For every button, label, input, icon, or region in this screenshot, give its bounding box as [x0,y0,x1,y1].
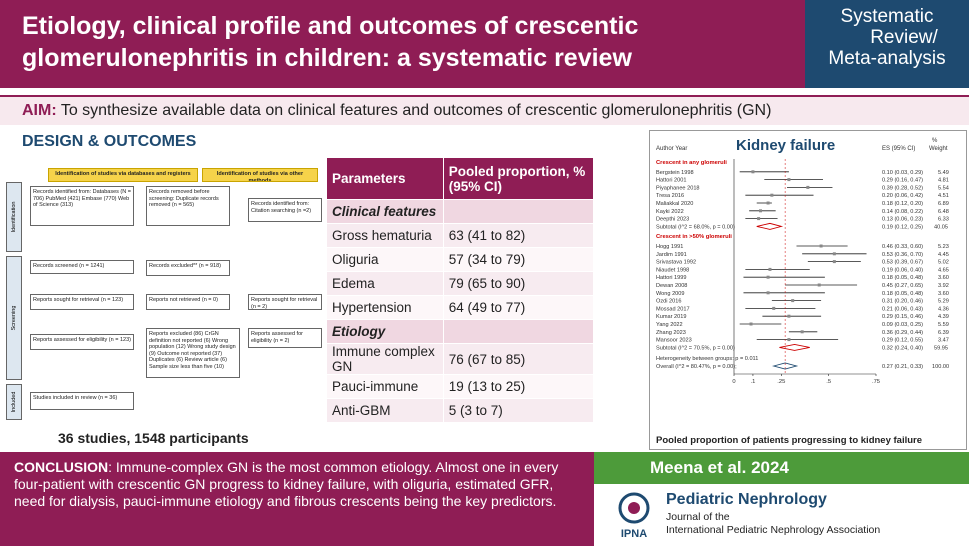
flow-box-not-retrieved: Reports not retrieved (n = 0) [146,294,230,310]
badge-line-1: Systematic [840,6,934,27]
forest-study-label: Srivastava 1992 [656,259,697,266]
forest-study-label: Kayki 2022 [656,208,684,215]
forest-study-weight: 6.33 [938,216,949,223]
forest-tick-label: .75 [871,379,881,385]
header-banner [0,0,805,88]
table-row: Gross hematuria 63 (41 to 82) [327,224,594,248]
forest-study-es: 0.13 (0.06, 0.23) [882,216,924,223]
prisma-flowchart [6,160,322,422]
flow-box-citation: Records identified from: Citation searching (n =2) [248,198,322,222]
forest-overall-label: Overall (I^2 = 80.47%, p = 0.00); [656,364,737,370]
forest-subtotal-weight: 40.05 [934,224,948,231]
conclusion-box [0,452,594,546]
ipna-logo [612,490,656,540]
forest-subtotal-es: 0.32 (0.24, 0.40) [882,345,924,352]
flow-stage-screening: Screening [6,256,22,380]
table-row: Oliguria 57 (34 to 79) [327,248,594,272]
forest-study-es: 0.53 (0.39, 0.67) [882,259,924,266]
table-header-pooled: Pooled proportion, % (95% CI) [443,158,593,200]
forest-plot-panel [649,130,967,450]
forest-study-es: 0.20 (0.06, 0.42) [882,193,924,200]
forest-col-author: Author Year [656,146,688,152]
page-title: Etiology, clinical profile and outcomes of crescentic glomerulonephritis in children: a systematic review [22,12,639,72]
flow-stage-included: Included [6,384,22,420]
forest-study-es: 0.18 (0.12, 0.20) [882,201,924,207]
forest-heterogeneity: Heterogeneity between groups: p = 0.011 [656,356,759,363]
flow-box-excluded: Records excluded** (n = 918) [146,260,230,276]
badge-line-3: Meta-analysis [828,48,946,69]
conclusion-label: CONCLUSION [14,459,109,475]
table-row: Pauci-immune 19 (13 to 25) [327,375,594,399]
forest-subtotal-diamond [779,344,809,350]
forest-point [757,217,760,220]
aim-label: AIM: [22,102,57,119]
forest-point [767,276,770,279]
forest-study-es: 0.21 (0.06, 0.43) [882,306,924,313]
forest-study-es: 0.53 (0.36, 0.70) [882,251,924,258]
forest-tick-label: .1 [750,379,756,385]
forest-overall-es: 0.27 (0.21, 0.33) [882,364,924,370]
forest-study-es: 0.46 (0.33, 0.60) [882,244,924,250]
article-type-badge [805,0,969,88]
journal-block [594,484,969,546]
forest-study-label: Piyaphanee 2018 [656,185,700,192]
flow-box-removed: Records removed before screening: Duplicate records removed (n = 565) [146,186,230,226]
flow-box-eligibility-other: Reports assessed for eligibility (n = 2) [248,328,322,348]
flow-stage-identification: Identification [6,182,22,252]
forest-study-es: 0.09 (0.03, 0.25) [882,322,924,328]
journal-subtitle: Journal of the International Pediatric Nephrology Association [666,511,881,536]
forest-study-weight: 6.39 [938,329,949,336]
forest-point [791,299,794,302]
badge-line-2: Review/ [870,27,938,48]
forest-plot [650,131,966,431]
table-section-etiology: Etiology [327,320,594,344]
forest-study-label: Maliakkal 2020 [656,201,694,207]
forest-point [772,307,775,310]
flow-head-other: Identification of studies via other methods [202,168,318,182]
forest-study-es: 0.39 (0.28, 0.52) [882,185,924,192]
table-header-parameters: Parameters [327,158,444,200]
forest-plot-caption: Pooled proportion of patients progressing to kidney failure [656,435,923,446]
table-row: Immune complex GN 76 (67 to 85) [327,344,594,375]
forest-point [770,194,773,197]
forest-subtotal-label: Subtotal (I^2 = 68.0%, p = 0.00) [656,224,735,231]
forest-study-weight: 5.59 [938,322,949,328]
table-section-clinical: Clinical features [327,200,594,224]
forest-point [787,338,790,341]
forest-study-weight: 4.45 [938,251,949,258]
forest-group-2-label: Crescent in >50% glomeruli [656,234,732,241]
forest-study-weight: 4.65 [938,267,949,274]
forest-study-es: 0.18 (0.05, 0.48) [882,290,924,297]
journal-title: Pediatric Nephrology [666,491,827,508]
forest-study-weight: 5.29 [938,298,949,305]
forest-col-es: ES (95% CI) [882,146,916,152]
forest-study-label: Zhang 2023 [656,329,686,336]
studies-count: 36 studies, 1548 participants [58,430,249,446]
table-row: Anti-GBM 5 (3 to 7) [327,399,594,423]
citation-bar: Meena et al. 2024 [594,452,969,484]
forest-study-weight: 5.02 [938,259,949,266]
forest-study-es: 0.29 (0.15, 0.46) [882,314,924,321]
flow-box-included: Studies included in review (n = 36) [30,392,134,410]
forest-study-label: Bergstein 1998 [656,169,694,176]
forest-point [750,323,753,326]
forest-col-pct: % [932,138,938,144]
forest-point [767,202,770,205]
forest-point [767,291,770,294]
design-heading: DESIGN & OUTCOMES [22,133,197,150]
forest-point [806,186,809,189]
forest-study-es: 0.29 (0.12, 0.55) [882,337,924,344]
forest-study-weight: 3.47 [938,337,949,344]
forest-point [768,268,771,271]
flow-box-reports-excluded: Reports excluded (86) CrGN definition not reported (6) Wrong population (12) Wrong study design (9) Outcome not reported (37) Duplicates (6) Review article (6) Sample size less than five (10) [146,328,240,378]
forest-study-weight: 6.48 [938,208,949,215]
table-header-row [327,158,594,200]
forest-tick-label: .25 [777,379,786,385]
forest-study-es: 0.45 (0.27, 0.65) [882,283,924,289]
forest-study-label: Hogg 1991 [656,244,684,250]
forest-subtotal-diamond [757,223,782,229]
forest-overall-weight: 100.00 [932,364,950,370]
forest-point [833,252,836,255]
forest-study-weight: 4.36 [938,306,949,313]
forest-study-label: Mansoor 2023 [656,337,692,344]
forest-tick-label: .5 [826,379,832,385]
forest-tick-label: 0 [732,379,736,385]
forest-study-es: 0.29 (0.16, 0.47) [882,177,924,184]
forest-point [801,330,804,333]
forest-col-weight: Weight [929,146,948,152]
forest-point [787,315,790,318]
forest-study-es: 0.10 (0.03, 0.29) [882,169,924,176]
forest-study-es: 0.36 (0.29, 0.44) [882,329,924,336]
forest-study-label: Tresa 2016 [656,193,685,200]
forest-point [751,170,754,173]
forest-study-weight: 4.81 [938,177,949,184]
forest-study-label: Niaudet 1998 [656,267,690,274]
forest-study-weight: 6.89 [938,201,949,207]
forest-study-weight: 3.60 [938,290,949,297]
forest-study-label: Deepthi 2023 [656,216,690,223]
forest-study-label: Dewan 2008 [656,283,688,289]
forest-study-label: Yang 2022 [656,322,683,328]
forest-group-1-label: Crescent in any glomeruli [656,160,727,166]
forest-subtotal-weight: 59.95 [934,345,948,352]
forest-study-weight: 3.60 [938,275,949,282]
forest-study-weight: 5.23 [938,244,949,250]
forest-study-es: 0.18 (0.05, 0.48) [882,275,924,282]
forest-study-weight: 4.51 [938,193,949,200]
aim-bar [0,95,969,125]
forest-study-weight: 5.49 [938,169,949,176]
flow-box-screened: Records screened (n = 1241) [30,260,134,274]
flow-head-databases: Identification of studies via databases and registers [48,168,198,182]
table-row: Edema 79 (65 to 90) [327,272,594,296]
forest-plot-title: Kidney failure [736,137,836,154]
forest-study-es: 0.19 (0.06, 0.40) [882,267,924,274]
forest-study-es: 0.14 (0.08, 0.22) [882,208,924,215]
forest-point [759,209,762,212]
table-row: Hypertension 64 (49 to 77) [327,296,594,320]
forest-study-weight: 3.92 [938,283,949,289]
forest-point [820,245,823,248]
flow-box-eligibility: Reports assessed for eligibility (n = 123) [30,334,134,350]
forest-study-label: Hattori 2001 [656,177,687,184]
forest-study-label: Ozdi 2016 [656,298,682,305]
forest-point [787,178,790,181]
svg-text:IPNA: IPNA [620,528,648,540]
aim-text: To synthesize available data on clinical features and outcomes of crescentic glomerulonephritis (GN) [56,102,772,119]
flow-box-sought-other: Reports sought for retrieval (n = 2) [248,294,322,310]
forest-study-label: Jardim 1991 [656,251,687,258]
forest-subtotal-es: 0.19 (0.12, 0.25) [882,224,924,231]
forest-subtotal-label: Subtotal (I^2 = 70.5%, p = 0.00) [656,345,735,352]
forest-point [818,284,821,287]
forest-study-weight: 5.54 [938,185,949,192]
forest-study-weight: 4.39 [938,314,949,321]
forest-point [833,260,836,263]
flow-box-sought: Reports sought for retrieval (n = 123) [30,294,134,310]
forest-study-label: Hattori 1999 [656,275,687,282]
forest-study-label: Mossad 2017 [656,306,690,313]
pooled-proportion-table [326,157,594,423]
forest-study-es: 0.31 (0.20, 0.46) [882,298,924,305]
flow-box-identified: Records identified from: Databases (N = 706) PubMed (421) Embase (770) Web of Science (313) [30,186,134,226]
conclusion-text: : Immune-complex GN is the most common etiology. Almost one in every four-patient with crescentic GN progress to kidney failure, with oliguria, estimated GFR, need for dialysis, pauci-immune etiology and fibrous crescents being the key predictors. [14,459,559,509]
forest-study-label: Wong 2009 [656,290,685,297]
forest-study-label: Kumar 2019 [656,314,687,321]
